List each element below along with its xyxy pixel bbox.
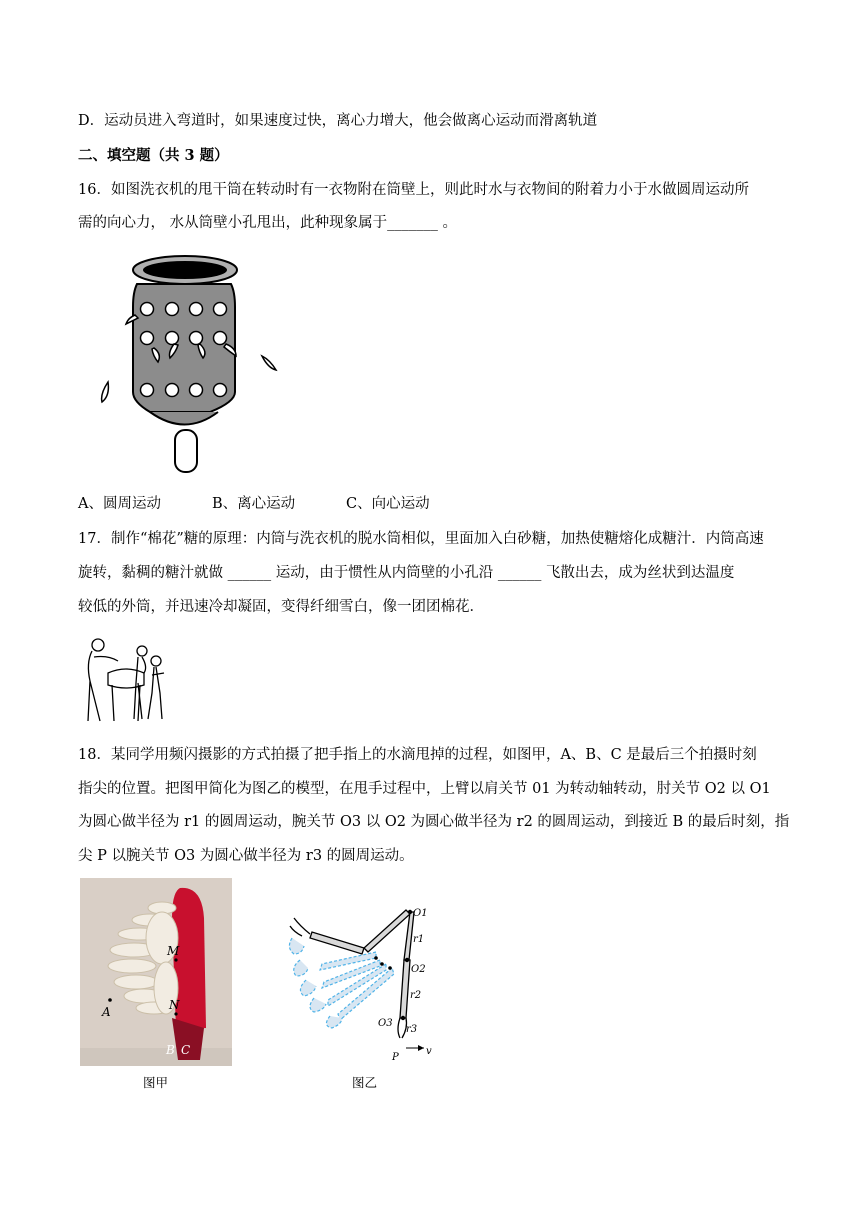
caption-figure-jia: 图甲 bbox=[143, 1075, 169, 1090]
label-b: B bbox=[166, 1043, 175, 1057]
label-a: A bbox=[102, 1005, 111, 1019]
label-o3: O3 bbox=[378, 1018, 393, 1029]
strobe-photo-figure bbox=[80, 878, 232, 1066]
q16-option-b: B、离心运动 bbox=[212, 496, 296, 512]
q18-text-line1: 18．某同学用频闪摄影的方式拍摄了把手指上的水滴甩掉的过程，如图甲，A、B、C 是最后三个拍摄时刻 bbox=[78, 747, 757, 763]
label-o1: O1 bbox=[413, 908, 428, 919]
q16-option-a: A、圆周运动 bbox=[78, 496, 161, 512]
spin-dryer-drum-figure bbox=[90, 252, 290, 477]
cotton-candy-machine-sketch bbox=[78, 633, 174, 725]
label-p: P bbox=[392, 1052, 399, 1063]
q15-option-d: D．运动员进入弯道时，如果速度过快，离心力增大，他会做离心运动而滑离轨道 bbox=[78, 113, 598, 129]
label-n: N bbox=[169, 998, 180, 1012]
q18-text-line2: 指尖的位置。把图甲简化为图乙的模型，在甩手过程中，上臂以肩关节 01 为转动轴转动，肘关节 O2 以 O1 bbox=[78, 781, 771, 797]
label-r3: r3 bbox=[406, 1024, 418, 1035]
label-c: C bbox=[181, 1043, 191, 1057]
q17-text-line3: 较低的外筒，并迅速冷却凝固，变得纤细雪白，像一团团棉花． bbox=[78, 599, 484, 615]
q16-text-line2: 需的向心力， 水从筒壁小孔甩出，此种现象属于_______ 。 bbox=[78, 215, 457, 231]
arm-model-diagram bbox=[282, 902, 442, 1067]
caption-figure-yi: 图乙 bbox=[352, 1075, 378, 1090]
q16-options bbox=[78, 494, 430, 514]
q17-text-line1: 17．制作“棉花”糖的原理：内筒与洗衣机的脱水筒相似，里面加入白砂糖，加热使糖熔化成糖汁．内筒高速 bbox=[78, 531, 764, 547]
q18-text-line3: 为圆心做半径为 r1 的圆周运动，腕关节 O3 以 O2 为圆心做半径为 r2 的圆周运动，到接近 B 的最后时刻，指 bbox=[78, 814, 790, 830]
q17-text-line2: 旋转，黏稠的糖汁就做 ______ 运动，由于惯性从内筒壁的小孔沿 ______ 飞散出去，成为丝状到达温度 bbox=[78, 565, 735, 581]
q18-text-line4: 尖 P 以腕关节 O3 为圆心做半径为 r3 的圆周运动。 bbox=[78, 848, 414, 864]
q16-text-line1: 16．如图洗衣机的甩干筒在转动时有一衣物附在筒壁上，则此时水与衣物间的附着力小于水做圆周运动所 bbox=[78, 182, 749, 198]
q16-option-c: C、向心运动 bbox=[346, 496, 430, 512]
label-v: v bbox=[426, 1046, 432, 1057]
label-r2: r2 bbox=[410, 990, 422, 1001]
label-m: M bbox=[167, 944, 180, 958]
section-heading-fill-blank: 二、填空题（共 3 题） bbox=[78, 147, 229, 164]
label-o2: O2 bbox=[411, 964, 426, 975]
label-r1: r1 bbox=[413, 934, 425, 945]
